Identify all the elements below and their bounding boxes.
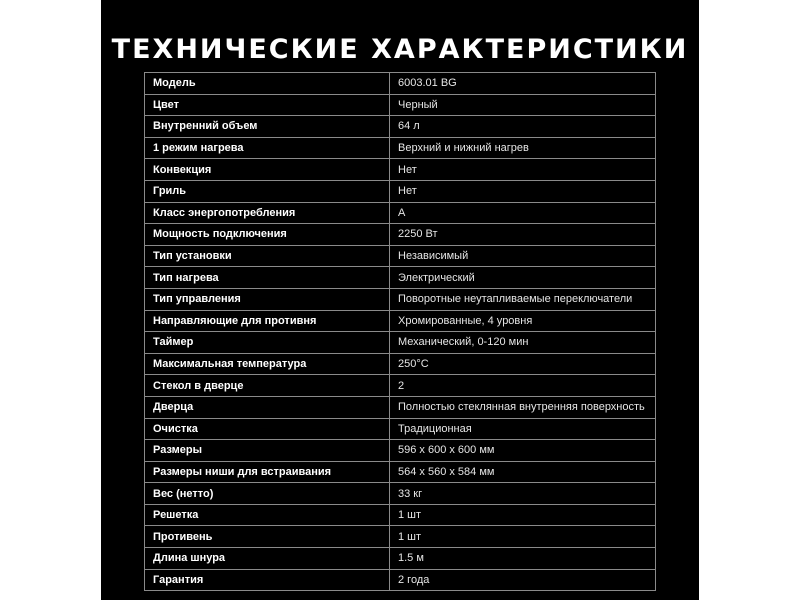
spec-value: 1 шт [390,504,656,526]
table-row [145,483,656,505]
spec-value: 6003.01 BG [390,73,656,95]
spec-label: Очистка [145,418,390,440]
table-row [145,180,656,202]
spec-label: Дверца [145,396,390,418]
table-row [145,224,656,246]
spec-value: Нет [390,159,656,181]
spec-label: Гриль [145,180,390,202]
spec-value: Механический, 0-120 мин [390,332,656,354]
spec-label: Решетка [145,504,390,526]
table-row [145,137,656,159]
spec-value: Традиционная [390,418,656,440]
spec-label: Вес (нетто) [145,483,390,505]
spec-label: Размеры ниши для встраивания [145,461,390,483]
spec-label: Тип установки [145,245,390,267]
table-row [145,245,656,267]
spec-value: Хромированные, 4 уровня [390,310,656,332]
spec-label: Таймер [145,332,390,354]
spec-label: Противень [145,526,390,548]
spec-label: Максимальная температура [145,353,390,375]
spec-value: 1.5 м [390,548,656,570]
spec-value: Поворотные неутапливаемые переключатели [390,288,656,310]
table-row [145,526,656,548]
spec-label: Модель [145,73,390,95]
table-row [145,396,656,418]
spec-label: Тип нагрева [145,267,390,289]
spec-value: Независимый [390,245,656,267]
table-row [145,375,656,397]
spec-value: Электрический [390,267,656,289]
table-row [145,353,656,375]
specifications-table-body [145,73,656,591]
table-row [145,94,656,116]
spec-value: Полностью стеклянная внутренняя поверхность [390,396,656,418]
spec-label: Тип управления [145,288,390,310]
spec-label: Стекол в дверце [145,375,390,397]
spec-label: Размеры [145,440,390,462]
table-row [145,159,656,181]
table-row [145,504,656,526]
spec-label: Конвекция [145,159,390,181]
spec-label: Направляющие для противня [145,310,390,332]
spec-value: 33 кг [390,483,656,505]
spec-label: Гарантия [145,569,390,591]
table-row [145,116,656,138]
table-row [145,288,656,310]
spec-value: 1 шт [390,526,656,548]
table-row [145,440,656,462]
spec-value: 2250 Вт [390,224,656,246]
spec-value: 250°C [390,353,656,375]
spec-value: 2 года [390,569,656,591]
spec-value: Верхний и нижний нагрев [390,137,656,159]
specifications-table [144,72,656,591]
spec-label: Мощность подключения [145,224,390,246]
spec-value: A [390,202,656,224]
spec-label: Цвет [145,94,390,116]
table-row [145,267,656,289]
table-row [145,461,656,483]
table-row [145,310,656,332]
spec-value: 564 x 560 x 584 мм [390,461,656,483]
table-row [145,418,656,440]
page-title: ТЕХНИЧЕСКИЕ ХАРАКТЕРИСТИКИ [111,34,689,65]
spec-value: Черный [390,94,656,116]
spec-value: Нет [390,180,656,202]
table-row [145,332,656,354]
spec-value: 2 [390,375,656,397]
spec-value: 64 л [390,116,656,138]
spec-label: Длина шнура [145,548,390,570]
table-row [145,202,656,224]
spec-label: Класс энергопотребления [145,202,390,224]
spec-value: 596 x 600 x 600 мм [390,440,656,462]
table-row [145,569,656,591]
table-row [145,548,656,570]
spec-label: 1 режим нагрева [145,137,390,159]
table-row [145,73,656,95]
spec-label: Внутренний объем [145,116,390,138]
spec-sheet-panel [101,0,699,600]
